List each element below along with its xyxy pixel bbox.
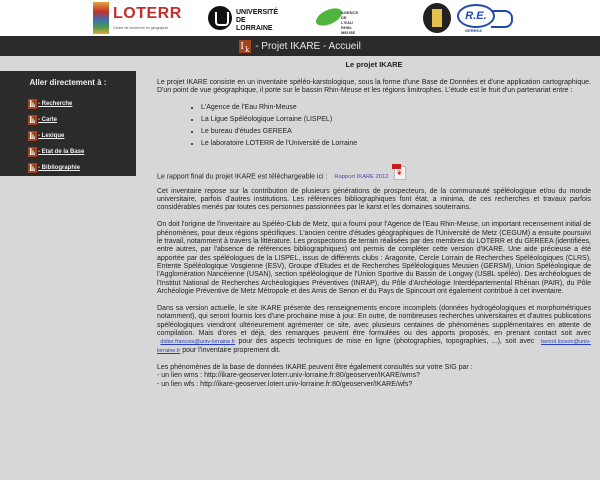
ikare-logo-icon — [239, 40, 251, 53]
partner-item: • La Ligue Spéléologique Lorraine (LISPEL) — [201, 114, 591, 126]
ik-letter-i: I — [240, 39, 244, 52]
nav-link-recherche[interactable]: - Recherche — [38, 101, 73, 107]
nav-item-carte[interactable] — [28, 112, 136, 128]
aerm-text: AGENCE DE L'EAU RHIN-MEUSE — [341, 10, 359, 35]
pdf-acrobat-glyph: ❦ — [396, 169, 403, 177]
ikare-bullet-icon: I k — [29, 147, 36, 157]
version-text-b: pour des aspects techniques de mise en ligne (photographies, topographies, ...), soit avec — [238, 338, 535, 346]
nav-link-etat-base[interactable]: - Etat de la Base — [38, 149, 85, 155]
loterr-subtitle: Centre de recherche en géographie — [113, 26, 169, 30]
pdf-icon[interactable] — [392, 164, 405, 178]
nav-link-lexique[interactable]: - Lexique — [38, 133, 65, 139]
ikare-bullet-icon: I k — [29, 163, 36, 173]
logo-bar — [0, 0, 600, 36]
version-text-c: pour l'inventaire proprement dit. — [182, 346, 281, 354]
agence-eau-logo[interactable] — [311, 2, 359, 34]
quick-nav-panel — [0, 71, 136, 176]
sig-intro: Les phénomènes de la base de données IKARE peuvent être également consultés sur votre SIG par : — [157, 363, 473, 371]
report-download-link[interactable]: Rapport IKARE 2012 — [334, 174, 389, 181]
ul-line-2: DE LORRAINE — [236, 17, 273, 32]
nav-link-bibliographie[interactable]: - Bibliographie — [38, 165, 80, 171]
ikare-bullet-icon: I k — [29, 99, 36, 109]
email-link-benoit-losson[interactable]: benoit.losson@univ-lorraine.fr — [157, 339, 591, 354]
main-content — [157, 60, 591, 389]
report-text: Le rapport final du projet IKARE est téléchargeable ici : — [157, 173, 328, 181]
nav-item-bibliographie[interactable] — [28, 160, 136, 176]
lispel-logo[interactable] — [423, 2, 451, 34]
quick-nav-list — [28, 96, 136, 176]
loterr-logo[interactable] — [93, 2, 182, 34]
loterr-mark-icon — [93, 2, 109, 34]
version-text-a: Dans sa version actuelle, le site IKARE présente des renseignements encore incomplets (données hydrogéologiques et morphométriques notamment), qui seront fournis lors d'une prochaine mise à jour. En outre, de nombreuses recherches universitaires et d'autres publications spéléologiques viendront ultérieurement agrémenter ce site, avec plusieurs centaines de phénomènes supplémentaires en attente de compilation. Mais d'ores et déjà, des remarques peuvent être formulées ou des apports proposés, en prenant contact soit avec — [157, 305, 591, 338]
sig-paragraph — [157, 364, 591, 389]
wms-link-line[interactable]: - un lien wms : http://ikare-geoserver.loterr.univ-lorraine.fr:80/geoserver/IKARE/wms? — [157, 372, 420, 380]
page-title: - Projet IKARE - Accueil — [255, 40, 361, 52]
ik-letter-k: k — [245, 44, 250, 54]
gereea-logo[interactable] — [455, 2, 517, 34]
nav-link-carte[interactable]: - Carte — [38, 117, 58, 123]
aerm-swoosh-icon — [313, 5, 344, 30]
loterr-wordmark: LOTERR — [113, 5, 182, 22]
origin-paragraph: On doit l'origine de l'inventaire au Spéléo-Club de Metz, qui a fourni pour l'Agence de l'Eau Rhin-Meuse, un important recensement initial de phénomènes, pour deux régions spécifiques. L'ancien centre d'études géographiques de l'Université de Metz (CEGUM) a ensuite poursuivi le travail, notamment à travers la littérature. Les prospections de terrain réalisées par des membres du LOTERR et du GEREEA (identifiées, entre autres, par l'absence de références bibliographiques) ont permis de compléter cette version d'IKARE. Une aide précieuse a été apportée par des spéléologues de la LISPEL, issus de différents clubs : Aragonite, Cercle Lorrain de Recherches Spéléologiques (CLRS), Entente Spéléologique Vosgienne (ESV), Groupe d'Etudes et de Recherches Spéléologiques Meusien (GERSM), Union Spéléologique de l'Agglomération Nancéienne (USAN), section spéléologique de l'Union Sportive du Bassin de Longwy (USBL spéléo). Des archéologues de l'Institut National de Recherches Archéologiques Préventives (INRAP), du Pôle d'Archéologie Interdépartemental Rhénan (PAIR), du Pôle Archéologie Préventive de Metz Métropole et des Amis de Senon et du Pays de Spincourt ont également contribué à cet inventaire. — [157, 221, 591, 295]
quick-nav-heading: Aller directement à : — [29, 78, 107, 87]
ul-text — [236, 9, 278, 33]
lispel-emblem-icon — [423, 3, 451, 33]
gereea-mark: R.E. — [457, 4, 495, 28]
partner-item: • Le laboratoire LOTERR de l'Université de Lorraine — [201, 138, 591, 150]
email-link-didier-francois[interactable]: didier.francois@univ-lorraine.fr — [160, 339, 236, 346]
report-paragraph — [157, 168, 591, 182]
contribution-paragraph: Cet inventaire repose sur la contribution de plusieurs générations de prospecteurs, de la communauté spéléologique et/ou du monde universitaire, parfois d'autres institutions. Les références bibliographiques font état, a minima, de ces recherches et travaux parfois considérables menés par toutes ces personnes passionnées par le karst et les domaines souterrains. — [157, 187, 591, 212]
ul-circle-icon — [208, 6, 232, 30]
ikare-bullet-icon: I k — [29, 115, 36, 125]
content-heading: Le projet IKARE — [345, 60, 403, 69]
nav-item-recherche[interactable] — [28, 96, 136, 112]
ikare-bullet-icon: I k — [29, 131, 36, 141]
wfs-link-line[interactable]: - un lien wfs : http://ikare-geoserver.loterr.univ-lorraine.fr:80/geoserver/IKARE/wfs? — [157, 380, 413, 388]
nav-item-etat-base[interactable] — [28, 144, 136, 160]
intro-paragraph: Le projet IKARE consiste en un inventaire spéléo-karstologique, sous la forme d'une Base de Données et d'une application cartographique. D'un point de vue géographique, il porte sur le bassin Rhin-Meuse et les régions limitrophes. L'étude est le fruit d'un partenariat entre : — [157, 79, 591, 95]
nav-item-lexique[interactable] — [28, 128, 136, 144]
pdf-tag-shape — [392, 164, 401, 169]
partner-item: • Le bureau d'études GEREEA — [201, 126, 591, 138]
universite-lorraine-logo[interactable] — [208, 2, 278, 34]
ul-line-1: UNIVERSITÉ — [236, 9, 279, 16]
partners-list — [157, 102, 591, 150]
gereea-subtitle: GEREEA — [465, 28, 482, 33]
gereea-wave-icon — [491, 10, 513, 28]
title-bar — [0, 36, 600, 56]
version-paragraph — [157, 305, 591, 355]
partner-item: • L'Agence de l'Eau Rhin-Meuse — [201, 102, 591, 114]
